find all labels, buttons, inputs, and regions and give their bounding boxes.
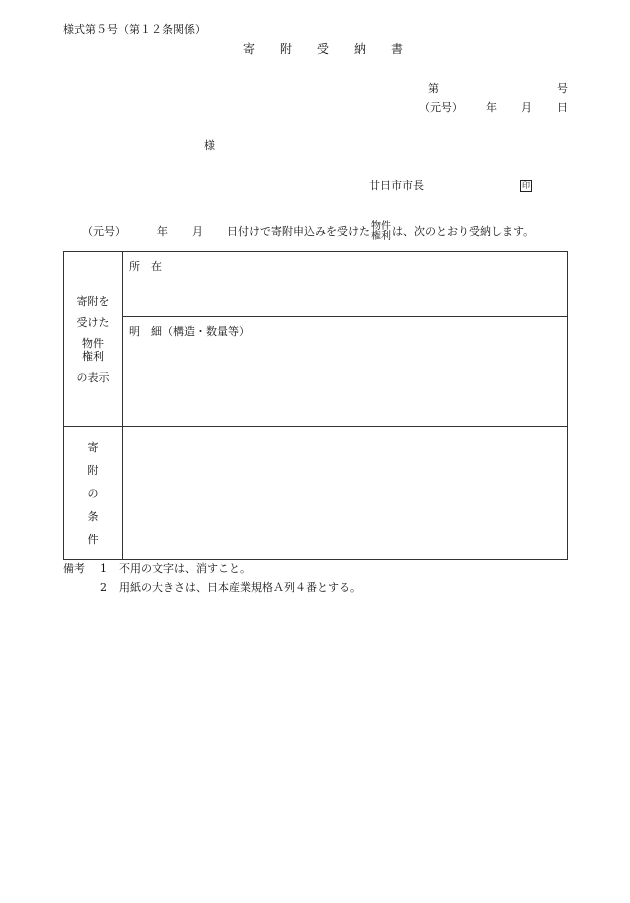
property-header-cell — [64, 252, 123, 427]
body-era: （元号） — [82, 225, 126, 238]
header-stack-top: 物件 — [82, 336, 104, 350]
header-stack-bottom: 権利 — [82, 349, 104, 363]
issuer-name: 廿日市市長 — [369, 179, 424, 192]
addressee-suffix: 様 — [204, 139, 215, 152]
number-suffix: 号 — [557, 82, 568, 95]
title-char: 附 — [280, 42, 293, 56]
conditions-cell — [123, 427, 568, 560]
header-line-2: 受けた — [76, 315, 110, 329]
body-year: 年 — [157, 225, 168, 238]
conditions-char: 寄 — [87, 440, 99, 454]
donation-table — [63, 251, 568, 560]
date-day: 日 — [557, 101, 568, 114]
number-prefix: 第 — [428, 82, 439, 95]
body-sentence — [82, 222, 534, 242]
title-char: 納 — [354, 42, 367, 56]
location-label: 所 在 — [129, 260, 162, 273]
header-line-1: 寄附を — [76, 294, 110, 308]
body-month: 月 — [192, 225, 203, 238]
stack-bottom: 権利 — [371, 231, 391, 242]
date-year: 年 — [486, 101, 497, 114]
date-month: 月 — [521, 101, 532, 114]
conditions-header-cell — [64, 427, 123, 560]
details-label: 明 細（構造・数量等） — [129, 325, 250, 338]
title-char: 書 — [391, 42, 404, 56]
form-number: 様式第５号（第１２条関係） — [63, 23, 206, 36]
header-line-4: の表示 — [76, 370, 110, 384]
document-title — [243, 43, 428, 55]
title-char: 寄 — [243, 42, 256, 56]
issuer-seal — [520, 179, 532, 192]
note-2-number: 2 — [100, 581, 107, 594]
body-stacked-choice — [371, 222, 391, 242]
conditions-char: 条 — [87, 509, 99, 523]
conditions-char: の — [87, 486, 99, 500]
body-part2: は、次のとおり受納します。 — [392, 225, 535, 238]
header-stacked-choice — [64, 337, 122, 363]
stack-top: 物件 — [371, 221, 391, 232]
note-1-number: 1 — [100, 562, 107, 575]
conditions-char: 件 — [87, 532, 99, 546]
title-char: 受 — [317, 42, 330, 56]
note-1-text: 不用の文字は、消すこと。 — [119, 562, 251, 575]
location-cell — [123, 252, 568, 317]
details-cell — [123, 317, 568, 427]
note-2-text: 用紙の大きさは、日本産業規格Ａ列４番とする。 — [119, 581, 361, 594]
conditions-char: 附 — [87, 463, 99, 477]
body-part1: 日付けで寄附申込みを受けた — [227, 225, 370, 238]
date-era: （元号） — [419, 101, 463, 114]
notes-label: 備考 — [63, 562, 85, 575]
seal-mark: 印 — [522, 181, 530, 190]
